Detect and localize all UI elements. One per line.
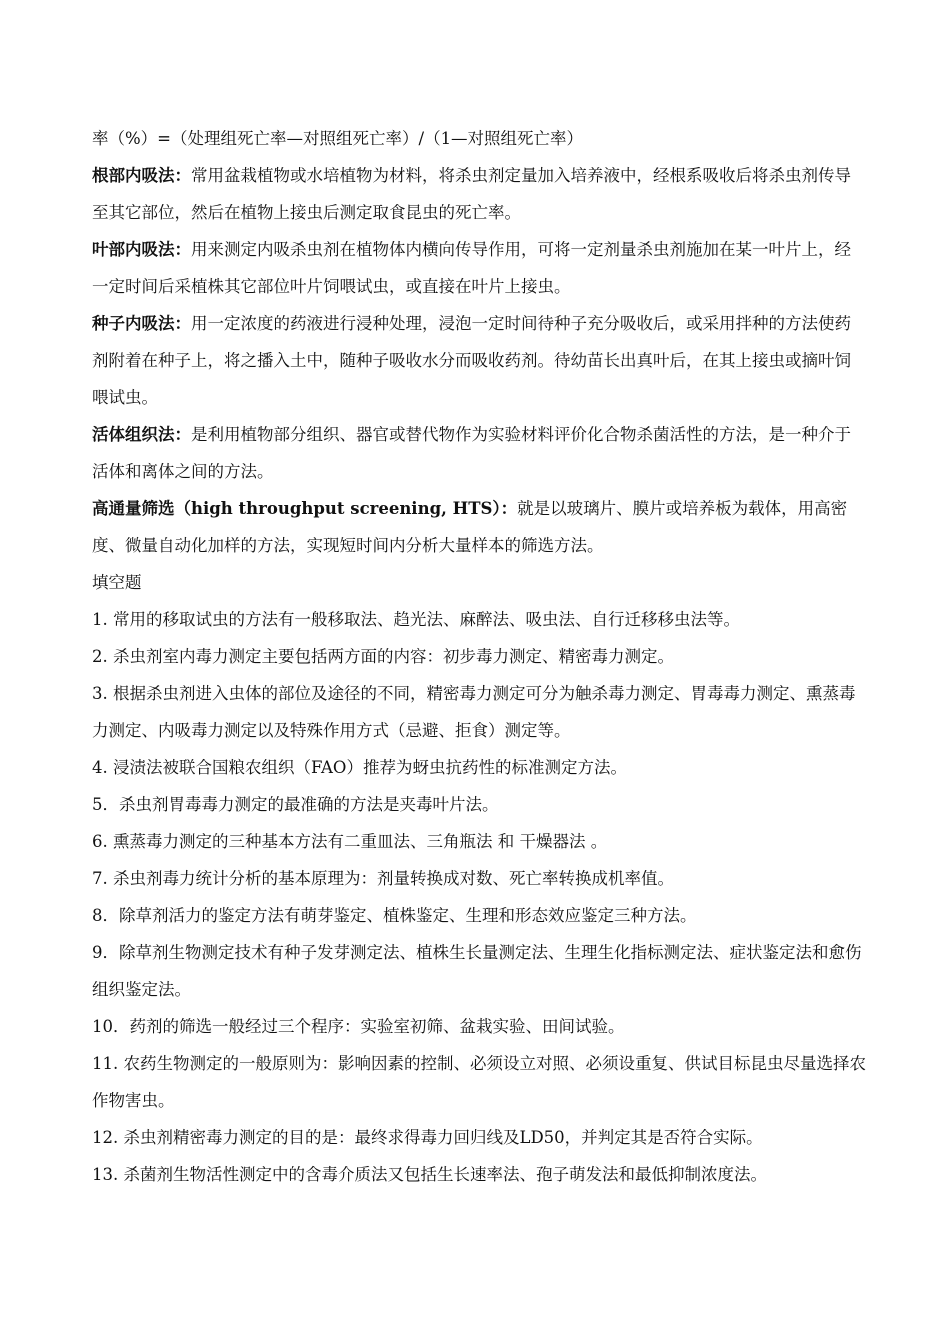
definition-leaf-systemic xyxy=(92,231,867,305)
definition-term: 高通量筛选（high throughput screening, HTS）： xyxy=(92,499,518,518)
list-item: 12. 杀虫剂精密毒力测定的目的是：最终求得毒力回归线及LD50，并判定其是否符合实际。 xyxy=(92,1128,763,1147)
definition-text: 用一定浓度的药液进行浸种处理，浸泡一定时间待种子充分吸收后，或采用拌种的方法使药剂附着在种子上，将之播入土中，随种子吸收水分而吸收药剂。待幼苗长出真叶后，在其上接虫或摘叶饲喂试虫。 xyxy=(92,314,851,407)
definition-text: 是利用植物部分组织、器官或替代物作为实验材料评价化合物杀菌活性的方法，是一种介于活体和离体之间的方法。 xyxy=(92,425,851,481)
list-item: 6. 熏蒸毒力测定的三种基本方法有二重皿法、三角瓶法 和 干燥器法 。 xyxy=(92,832,608,851)
formula-line: 率（%）=（处理组死亡率—对照组死亡率）/（1—对照组死亡率） xyxy=(92,129,584,148)
list-item: 7. 杀虫剂毒力统计分析的基本原理为：剂量转换成对数、死亡率转换成机率值。 xyxy=(92,869,674,888)
list-item: 3. 根据杀虫剂进入虫体的部位及途径的不同，精密毒力测定可分为触杀毒力测定、胃毒毒力测定、熏蒸毒力测定、内吸毒力测定以及特殊作用方式（忌避、拒食）测定等。 xyxy=(92,684,856,740)
definition-text: 用来测定内吸杀虫剂在植物体内横向传导作用，可将一定剂量杀虫剂施加在某一叶片上，经一定时间后采植株其它部位叶片饲喂试虫，或直接在叶片上接虫。 xyxy=(92,240,851,296)
list-item: 1. 常用的移取试虫的方法有一般移取法、趋光法、麻醉法、吸虫法、自行迁移移虫法等。 xyxy=(92,610,740,629)
list-item: 9．除草剂生物测定技术有种子发芽测定法、植株生长量测定法、生理生化指标测定法、症状鉴定法和愈伤组织鉴定法。 xyxy=(92,943,862,999)
definition-living-tissue xyxy=(92,416,867,490)
document-body xyxy=(92,120,867,1193)
list-item: 13. 杀菌剂生物活性测定中的含毒介质法又包括生长速率法、孢子萌发法和最低抑制浓度法。 xyxy=(92,1165,767,1184)
definition-term: 活体组织法： xyxy=(92,425,191,444)
definition-term: 种子内吸法： xyxy=(92,314,191,333)
definition-text: 就是以玻璃片、膜片或培养板为载体，用高密度、微量自动化加样的方法，实现短时间内分析大量样本的筛选方法。 xyxy=(92,499,848,555)
list-item: 8．除草剂活力的鉴定方法有萌芽鉴定、植株鉴定、生理和形态效应鉴定三种方法。 xyxy=(92,906,697,925)
definition-text: 常用盆栽植物或水培植物为材料，将杀虫剂定量加入培养液中，经根系吸收后将杀虫剂传导至其它部位，然后在植物上接虫后测定取食昆虫的死亡率。 xyxy=(92,166,851,222)
list-item: 10．药剂的筛选一般经过三个程序：实验室初筛、盆栽实验、田间试验。 xyxy=(92,1017,625,1036)
list-item: 11. 农药生物测定的一般原则为：影响因素的控制、必须设立对照、必须设重复、供试目标昆虫尽量选择农作物害虫。 xyxy=(92,1054,866,1110)
definition-hts xyxy=(92,490,867,564)
list-item: 2. 杀虫剂室内毒力测定主要包括两方面的内容：初步毒力测定、精密毒力测定。 xyxy=(92,647,674,666)
section-heading: 填空题 xyxy=(92,573,142,592)
list-item: 5．杀虫剂胃毒毒力测定的最准确的方法是夹毒叶片法。 xyxy=(92,795,499,814)
definition-seed-systemic xyxy=(92,305,867,416)
definition-term: 叶部内吸法： xyxy=(92,240,191,259)
list-item: 4. 浸渍法被联合国粮农组织（FAO）推荐为蚜虫抗药性的标准测定方法。 xyxy=(92,758,627,777)
definition-root-systemic xyxy=(92,157,867,231)
definition-term: 根部内吸法： xyxy=(92,166,191,185)
